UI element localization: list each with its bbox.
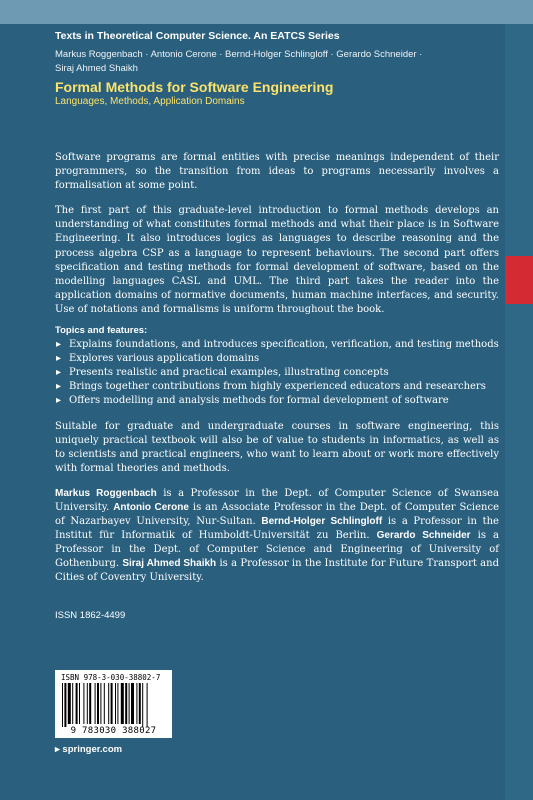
barcode-bar bbox=[76, 683, 78, 724]
barcode-bar bbox=[129, 683, 130, 724]
barcode-bar bbox=[100, 683, 101, 724]
barcode-bar bbox=[104, 683, 105, 724]
barcode-digits: 9 783030 388027 bbox=[70, 726, 157, 736]
topics-heading: Topics and features: bbox=[55, 325, 148, 337]
barcode-bar bbox=[117, 683, 118, 724]
series-name: Texts in Theoretical Computer Science. An EATCS Series bbox=[55, 30, 340, 42]
bio-name: Gerardo Schneider bbox=[376, 530, 471, 542]
feature-item: ▸ Explores various application domains bbox=[55, 352, 499, 366]
bio-name: Markus Roggenbach bbox=[55, 487, 157, 499]
bullet-icon: ▸ bbox=[56, 381, 62, 393]
bio-name: Siraj Ahmed Shaikh bbox=[122, 558, 217, 570]
barcode-bar bbox=[95, 683, 96, 724]
barcode-bar bbox=[125, 683, 127, 724]
barcode-bar bbox=[115, 683, 116, 724]
bio-name: Antonio Cerone bbox=[113, 501, 189, 513]
website-url: springer.com bbox=[62, 744, 123, 755]
author-list bbox=[55, 48, 499, 76]
barcode-bar bbox=[89, 683, 91, 724]
isbn-label: ISBN 978-3-030-38802-7 bbox=[61, 673, 161, 682]
issn-number: ISSN 1862-4499 bbox=[55, 609, 126, 621]
feature-item: ▸ Explains foundations, and introduces specification, verification, and testing methods bbox=[55, 338, 499, 352]
author-line-2: Siraj Ahmed Shaikh bbox=[55, 63, 138, 74]
top-color-band bbox=[0, 0, 533, 24]
features-list bbox=[55, 338, 499, 408]
barcode-bar bbox=[68, 683, 71, 724]
barcode-bar bbox=[72, 683, 73, 724]
arrow-icon: ▸ bbox=[55, 744, 63, 755]
bullet-icon: ▸ bbox=[56, 353, 62, 365]
feature-item: ▸ Offers modelling and analysis methods for formal development of software bbox=[55, 394, 499, 408]
barcode-bar bbox=[136, 683, 137, 724]
barcode-bar bbox=[83, 683, 84, 724]
springer-link[interactable] bbox=[55, 744, 122, 755]
barcode-bar bbox=[131, 683, 134, 724]
bullet-icon: ▸ bbox=[56, 367, 62, 379]
barcode-bar bbox=[121, 683, 124, 724]
barcode-bar bbox=[111, 683, 113, 724]
red-spine-marker bbox=[505, 256, 533, 304]
bullet-icon: ▸ bbox=[56, 395, 62, 407]
bullet-icon: ▸ bbox=[56, 339, 62, 351]
barcode-bar bbox=[79, 683, 80, 724]
back-cover-content bbox=[55, 26, 499, 621]
author-line-1: Markus Roggenbach · Antonio Cerone · Bernd-Holger Schlingloff · Gerardo Schneider · bbox=[55, 49, 423, 60]
feature-item: ▸ Brings together contributions from highly experienced educators and researchers bbox=[55, 380, 499, 394]
author-bios: Markus Roggenbach is a Professor in the Dept. of Computer Science of Swansea University. Antonio Cerone is an Associate Professor in the Dept. of Computer Science of Nazarbayev University, Nur-Sultan. Bernd-Holger Schlingloff is a Professor in the Institut für Informatik of Humboldt-Universität zu Berlin. Gerardo Schneider is a Professor in the Dept. of Computer Science and Engineering of University of Gothenburg. Siraj Ahmed Shaikh is a Professor in the Institute for Future Transport and Cities of Coventry University. bbox=[55, 487, 499, 584]
abstract-paragraph-2: The first part of this graduate-level introduction to formal methods develops an understanding of what constitutes formal methods and what their place is in Software Engineering. It also introduces logics as languages to describe reasoning and the process algebra CSP as a language to represent behaviours. The second part offers specification and testing methods for formal development of software, based on the modelling languages CASL and UML. The third part takes the reader into the application domains of normative documents, human machine interfaces, and security. Use of notations and formalisms is uniform throughout the book. bbox=[55, 205, 499, 315]
barcode-bar bbox=[64, 683, 66, 727]
feature-item: ▸ Presents realistic and practical examples, illustrating concepts bbox=[55, 366, 499, 380]
audience-paragraph: Suitable for graduate and undergraduate courses in software engineering, this uniquely practical textbook will also be of value to students in informatics, as well as to scientists and practical engineers, who want to learn about or work more effectively with formal theories and methods. bbox=[55, 420, 499, 474]
barcode-bar bbox=[108, 683, 109, 724]
book-title: Formal Methods for Software Engineering bbox=[55, 79, 334, 95]
spine-strip bbox=[505, 24, 533, 800]
bio-name: Bernd-Holger Schlingloff bbox=[261, 516, 383, 528]
abstract-paragraph-1: Software programs are formal entities with precise meanings independent of their programmers, so the transition from ideas to programs necessarily involves a formalisation at some point. bbox=[55, 152, 499, 192]
isbn-barcode bbox=[55, 670, 172, 738]
barcode-bar bbox=[87, 683, 88, 724]
barcode-bar bbox=[97, 683, 99, 724]
barcode-bar bbox=[139, 683, 141, 724]
barcode-bar bbox=[142, 683, 143, 727]
book-subtitle: Languages, Methods, Application Domains bbox=[55, 96, 245, 107]
barcode-bar bbox=[62, 683, 63, 727]
barcode-bar bbox=[147, 683, 148, 727]
